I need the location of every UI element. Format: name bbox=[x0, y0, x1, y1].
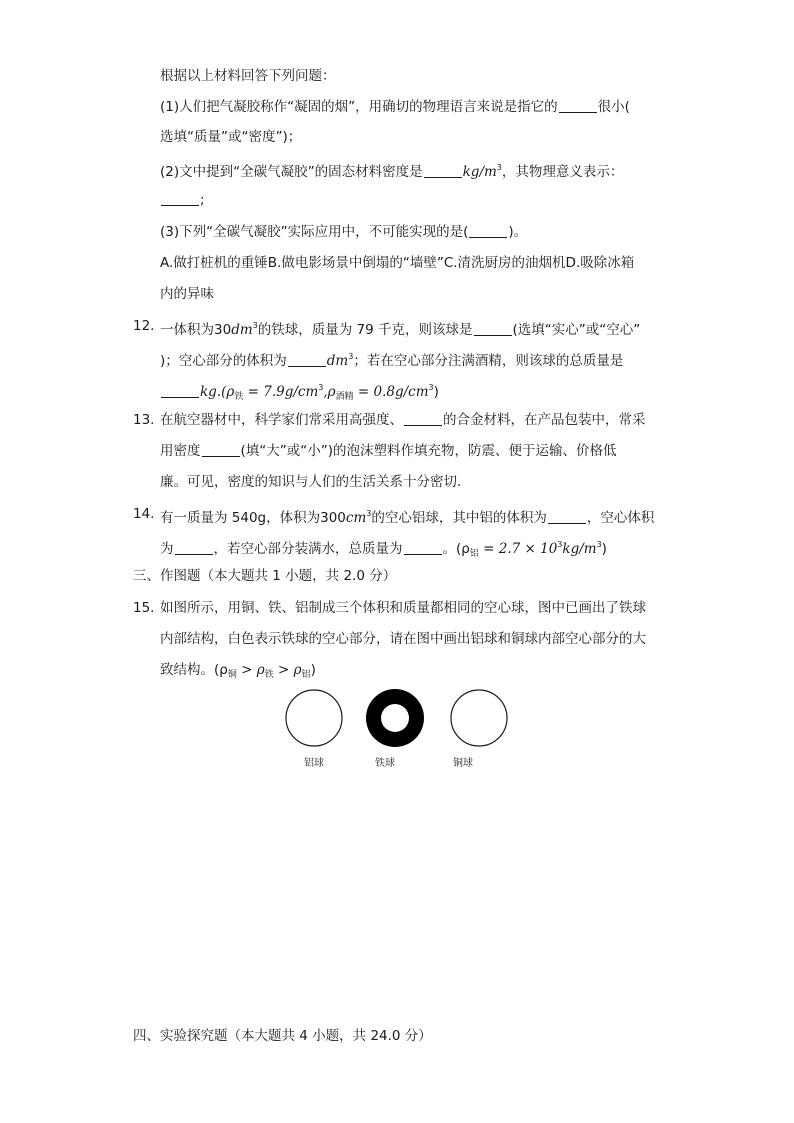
q12-number: 12. bbox=[133, 318, 155, 334]
q14-line1: 有一质量为 540g，体积为$300cm^3$的空心铝球，其中铝的体积为 ，空心体积 bbox=[160, 509, 655, 526]
q11-part2-line1: (2)文中提到“全碳气凝胶”的固态材料密度是 $kg/m^3$，其物理意义表示： bbox=[160, 163, 624, 180]
answer-blank[interactable] bbox=[474, 321, 512, 336]
answer-blank[interactable] bbox=[404, 411, 442, 426]
q15-line1: 如图所示，用铜、铁、铝制成三个体积和质量都相同的空心球，图中已画出了铁球 bbox=[160, 600, 646, 616]
section-3-heading: 三、作图题（本大题共 1 小题，共 2.0 分） bbox=[133, 568, 397, 584]
iron-ball-label: 铁球 bbox=[375, 758, 395, 769]
q13-number: 13. bbox=[133, 412, 155, 428]
copper-ball-label: 铜球 bbox=[453, 758, 473, 769]
aluminum-ball-label: 铝球 bbox=[304, 758, 324, 769]
answer-blank[interactable] bbox=[161, 383, 199, 398]
answer-blank[interactable] bbox=[202, 442, 240, 457]
q14-number: 14. bbox=[133, 506, 155, 522]
answer-blank[interactable] bbox=[559, 98, 597, 113]
q12-line1: 一体积为$30dm^3$的铁球，质量为 79 千克，则该球是 (选填“实心”或“空心” bbox=[160, 321, 641, 338]
answer-blank[interactable] bbox=[404, 540, 442, 555]
answer-blank[interactable] bbox=[161, 191, 199, 206]
q11-part1-line2: 选填“质量”或“密度”)； bbox=[160, 129, 302, 145]
copper-ball[interactable] bbox=[451, 690, 507, 746]
balls-figure bbox=[270, 680, 530, 760]
q13-line1: 在航空器材中，科学家们常采用高强度、 的合金材料，在产品包装中，常采 bbox=[160, 412, 646, 428]
q15-line3: 致结构。$(\rho_铜 > \rho_铁 > \rho_铝)$ bbox=[160, 662, 316, 680]
q12-line3: $kg.(\rho_铁 = 7.9g/cm^3,\rho_{酒精} = 0.8g/cm^3)$ bbox=[160, 378, 439, 407]
q11-options-line2: 内的异味 bbox=[160, 286, 214, 302]
q15-number: 15. bbox=[133, 600, 155, 616]
q11-options-line1: A.做打桩机的重锤B.做电影场景中倒塌的“墙壁”C.清洗厨房的油烟机D.吸除冰箱 bbox=[160, 255, 635, 271]
q15-line2: 内部结构，白色表示铁球的空心部分，请在图中画出铝球和铜球内部空心部分的大 bbox=[160, 631, 646, 647]
section-4-heading: 四、实验探究题（本大题共 4 小题，共 24.0 分） bbox=[133, 1028, 432, 1044]
aluminum-ball[interactable] bbox=[286, 690, 342, 746]
q14-line2: 为 ，若空心部分装满水，总质量为 。$(\rho_铝 = 2.7 \times 10^3kg/m^3)$ bbox=[160, 540, 607, 559]
answer-blank[interactable] bbox=[288, 352, 326, 367]
q11-part1-line1: (1)人们把气凝胶称作“凝固的烟”，用确切的物理语言来说是指它的 很小( bbox=[160, 99, 630, 115]
answer-blank[interactable] bbox=[175, 540, 213, 555]
q11-part2-line2: ; bbox=[160, 190, 205, 210]
answer-blank[interactable] bbox=[548, 509, 586, 524]
answer-blank[interactable] bbox=[469, 223, 507, 238]
q11-part3: (3)下列“全碳气凝胶”实际应用中，不可能实现的是( )。 bbox=[160, 224, 528, 240]
answer-blank[interactable] bbox=[424, 163, 462, 178]
q13-line3: 廉。可见，密度的知识与人们的生活关系十分密切. bbox=[160, 474, 462, 490]
q13-line2: 用密度 (填“大”或“小”)的泡沫塑料作填充物，防震、便于运输、价格低 bbox=[160, 443, 617, 459]
iron-ball-hollow bbox=[381, 704, 409, 732]
q12-line2: )；空心部分的体积为 $dm^3$；若在空心部分注满酒精，则该球的总质量是 bbox=[160, 352, 624, 369]
intro-text: 根据以上材料回答下列问题： bbox=[160, 68, 336, 84]
